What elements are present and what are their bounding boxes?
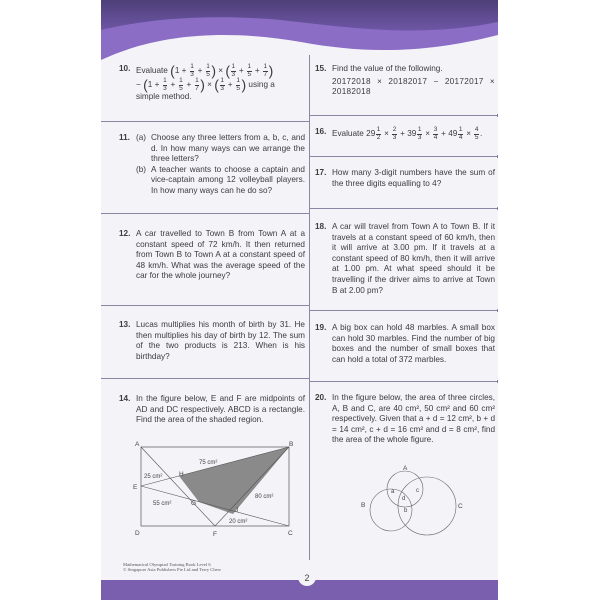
separator-rule bbox=[310, 381, 498, 382]
question-part-b bbox=[136, 165, 305, 197]
rectangle-figure bbox=[131, 440, 301, 540]
question-expression: 20172018 × 20182017 − 20172017 × 20182018 bbox=[332, 76, 495, 97]
workbook-page bbox=[101, 0, 498, 600]
vertex-label-c: C bbox=[288, 530, 293, 537]
question-number: 17. bbox=[315, 168, 327, 177]
vertex-label-a: A bbox=[135, 441, 140, 448]
question-11 bbox=[119, 133, 305, 197]
question-text bbox=[136, 133, 305, 197]
question-20 bbox=[315, 393, 495, 446]
question-18 bbox=[315, 222, 495, 296]
area-label-55: 55 cm² bbox=[153, 501, 172, 507]
vertex-label-h: H bbox=[179, 471, 184, 478]
column-divider bbox=[309, 55, 310, 560]
vertex-label-g: G bbox=[191, 500, 197, 507]
question-tail: using a bbox=[248, 80, 275, 90]
vertex-label-b: B bbox=[289, 441, 294, 448]
footer-book-title: Mathematical Olympiad Training Book Level 6 bbox=[123, 562, 211, 567]
question-number: 11. bbox=[119, 133, 130, 142]
footer-credit bbox=[123, 562, 221, 573]
area-label-80: 80 cm² bbox=[255, 494, 274, 500]
circle-c bbox=[398, 477, 456, 535]
question-number: 13. bbox=[119, 320, 131, 329]
separator-rule bbox=[310, 310, 498, 311]
vertex-label-f: F bbox=[213, 531, 217, 538]
separator-rule bbox=[310, 208, 498, 209]
question-text: How many 3-digit numbers have the sum of the three digits equalling to 4? bbox=[332, 168, 495, 188]
question-16 bbox=[315, 127, 495, 141]
part-text: Choose any three letters from a, b, c, and d. In how many ways can we arrange the three letters? bbox=[151, 133, 305, 164]
footer-copyright: © Singapore Asia Publishers Pte Ltd and Terry Chew bbox=[123, 567, 222, 573]
question-number: 10. bbox=[119, 64, 131, 73]
question-19 bbox=[315, 323, 495, 365]
question-15 bbox=[315, 64, 495, 98]
vertex-label-e: E bbox=[133, 484, 138, 491]
circle-label-b: B bbox=[361, 502, 366, 509]
part-label: (b) bbox=[136, 164, 147, 174]
question-number: 20. bbox=[315, 393, 327, 402]
question-number: 18. bbox=[315, 222, 327, 231]
question-intro: Evaluate bbox=[332, 129, 364, 139]
question-number: 14. bbox=[119, 394, 131, 403]
question-text: A car travelled to Town B from Town A at a constant speed of 72 km/h. It then returned from Town B to Town A at a constant speed of 48 km/h. What was the average speed of the car for the whole journey? bbox=[136, 229, 305, 281]
region-label-c: c bbox=[416, 488, 419, 494]
question-17 bbox=[315, 168, 495, 189]
question-number: 16. bbox=[315, 127, 327, 136]
circle-label-c: C bbox=[458, 503, 463, 510]
header-wave-band bbox=[101, 0, 498, 65]
question-number: 12. bbox=[119, 229, 131, 238]
question-text: Lucas multiplies his month of birth by 31. He then multiplies his day of birth by 12. The sum of the two products is 213. When is his birthday? bbox=[136, 320, 305, 361]
page-number: 2 bbox=[298, 572, 316, 586]
separator-rule bbox=[310, 156, 498, 157]
question-14 bbox=[119, 394, 305, 426]
separator-rule bbox=[101, 213, 309, 214]
question-text: Evaluate 29 $\frac{1}{2}$ × $\frac{2}{3}$ + 39 $\frac{1}{3}$ × $\frac{3}{4}$ + 49 $\frac{1}{4}$ × $\frac{4}{5}$ . bbox=[332, 126, 483, 141]
part-text: A teacher wants to choose a captain and vice-captain among 12 volleyball players. In how many ways can he do so? bbox=[151, 164, 305, 195]
region-label-b: b bbox=[404, 508, 408, 514]
question-text: Evaluate (1 + $\frac{1}{3}$ + $\frac{1}{5}$ ) × ( $\frac{1}{3}$ + $\frac{1}{5}$ + $\frac{1}{7}$ ) − (1 + $\frac{1}{3}$ + $\frac{1}{5}$ + $\frac{1}{7}$ ) × ( $\frac{1}{3}$ + $\frac{1}{5}$ ) using a simple method. bbox=[136, 62, 275, 101]
question-10 bbox=[119, 64, 309, 103]
question-text: A big box can hold 48 marbles. A small box can hold 30 marbles. Find the number of big boxes and the number of small boxes that can hold a total of 372 marbles. bbox=[332, 323, 495, 364]
vertex-label-d: D bbox=[135, 530, 140, 537]
question-number: 15. bbox=[315, 64, 327, 73]
separator-rule bbox=[101, 305, 309, 306]
question-prompt: Find the value of the following. bbox=[332, 64, 443, 73]
region-label-a: a bbox=[391, 489, 395, 495]
question-12 bbox=[119, 229, 305, 282]
circle-label-a: A bbox=[403, 465, 408, 472]
part-label: (a) bbox=[136, 133, 147, 142]
separator-rule bbox=[101, 378, 309, 379]
area-label-75: 75 cm² bbox=[199, 460, 218, 466]
vertex-label-j: J bbox=[235, 507, 239, 514]
question-number: 19. bbox=[315, 323, 327, 332]
question-part-a bbox=[136, 133, 305, 165]
separator-rule bbox=[101, 121, 309, 122]
area-label-25: 25 cm² bbox=[144, 474, 163, 480]
question-intro: Evaluate bbox=[136, 66, 168, 76]
question-text: In the figure below, the area of three circles, A, B and C, are 40 cm², 50 cm² and 60 cm² respectively. Given that a + d = 12 cm², b + d = 14 cm², c + d = 16 cm² and d = 8 cm², find the area of the whole figure. bbox=[332, 393, 495, 445]
question-tail-2: simple method. bbox=[136, 92, 192, 101]
separator-rule bbox=[310, 115, 498, 116]
question-text: A car will travel from Town A to Town B. If it travels at a constant speed of 60 km/h, then it will arrive at 3.00 pm. If it travels at a constant speed of 80 km/h, then it will arrive at 1.00 pm. At what speed should it be travelling if the driver aims to arrive at Town B at 2.00 pm? bbox=[332, 222, 495, 295]
area-label-20: 20 cm² bbox=[229, 519, 248, 525]
venn-diagram-figure bbox=[355, 462, 485, 542]
region-label-d: d bbox=[402, 496, 406, 502]
question-text: In the figure below, E and F are midpoints of AD and DC respectively. ABCD is a rectangle. Find the area of the shaded region. bbox=[136, 394, 305, 425]
question-text bbox=[332, 64, 495, 98]
question-13 bbox=[119, 320, 305, 362]
